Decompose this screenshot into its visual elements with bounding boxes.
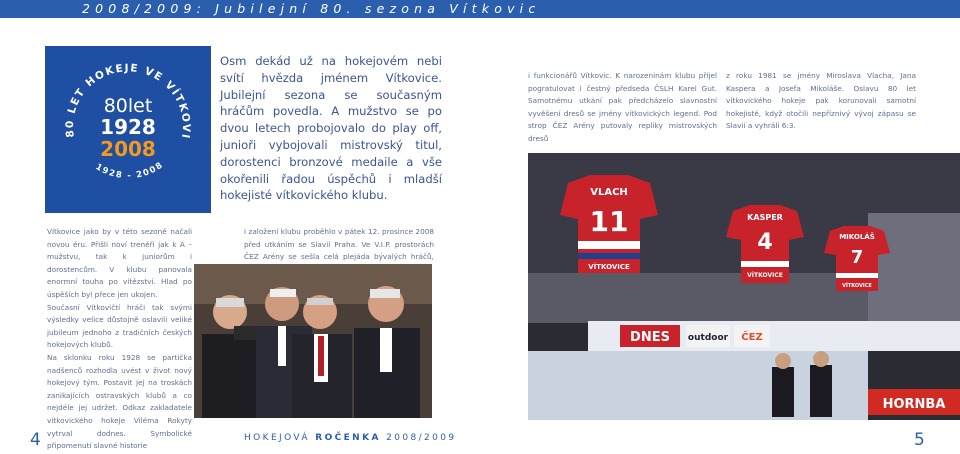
lead-text: Osm dekád už na hokejovém nebi svítí hvězda jménem Vítkovice. Jubilejní sezona se současným hráčům povedla. A mužstvo se po dvou letech probojovalo do play off, junioři vybojovali mistrovský titul, dorostenci bronzové medaile a vše okořenili řadou úspěchů i mladší hokejisté vítkovického klubu.	[220, 54, 442, 203]
jersey-number: 11	[589, 205, 629, 238]
logo-year-1928: 1928	[100, 115, 156, 139]
photo-officials-graphic	[194, 264, 432, 418]
logo-ring-text: 80 LET HOKEJE VE VÍTKOVI	[63, 62, 193, 141]
page-number-left: 4	[30, 430, 41, 450]
jersey-name: VLACH	[590, 187, 628, 198]
jersey-team: VÍTKOVICE	[842, 283, 872, 289]
photo-arena-jerseys	[528, 153, 960, 420]
ad-outdoor: outdoor	[687, 333, 729, 343]
column-paragraph: Na sklonku roku 1928 se partička nadšenců rozhodla uvést v život nový hokejový tým. Postavit jej na troskách zanikajících ostravských klubů a co nejdéle jej udržet. Odkaz zakladatele vítkovického hokeje Viléma Rokyty vytrval dodnes. Symbolické připomenutí slavné historie	[47, 352, 192, 451]
jersey-team: VÍTKOVICE	[747, 272, 783, 279]
photo-arena-graphic	[528, 153, 960, 420]
logo-graphic	[45, 46, 211, 213]
logo-year-2008: 2008	[100, 137, 156, 161]
jersey-team: VÍTKOVICE	[588, 263, 630, 271]
publication-prefix: HOKEJOVÁ	[244, 433, 310, 443]
column-text: i založení klubu proběhlo v pátek 12. prosince 2008 před utkáním se Slavií Praha. Ve V.I.P. prostorách ČEZ Arény se sešla celá plejáda bývalých hráčů,	[244, 227, 434, 262]
ad-hornbach: HORNBA	[882, 397, 946, 412]
ad-cez: ČEZ	[741, 332, 763, 343]
logo-bottom-text: 1928 - 2008	[93, 160, 166, 182]
jersey-number: 4	[757, 230, 773, 255]
page-number-right: 5	[914, 430, 925, 450]
banner-title: 2008/2009: Jubilejní 80. sezona Vítkovic	[82, 1, 541, 16]
column-paragraph: Současní Vítkovičtí hráči tak svými výsledky velice důstojně oslavili veliké jubileum jednoho z tradičních českých hokejových klubů.	[47, 302, 192, 350]
text-column-1	[528, 70, 717, 146]
column-text: z roku 1981 se jmény Miroslava Vlacha, Jana Kaspera a Josefa Mikoláše. Oslavu 80 let vítkovického hokeje pak korunovali samotní hokejisté, když otočili nepříznivý vývoj zápasu se Slavií a vyhráli 6:3.	[726, 71, 916, 131]
svg-text:1928 - 2008	[94, 160, 166, 181]
publication-title	[244, 433, 457, 443]
column-paragraph: Vítkovice jako by v této sezoně načali novou éru. Přišli noví trenéři jak k A – mužstvu, tak k juniorům i dorostencům. V klubu panovala enormní touha po vítězství. Hlad po úspěších byl přece jen ukojen.	[47, 227, 192, 299]
text-column-2	[726, 70, 916, 133]
lead-paragraph	[220, 53, 442, 204]
text-column-3	[47, 226, 192, 453]
publication-bold: ROČENKA	[315, 433, 381, 443]
jersey-name: MIKOLÁŠ	[839, 233, 875, 241]
publication-year: 2008/2009	[386, 433, 457, 443]
jersey-number: 7	[850, 247, 864, 268]
logo-80let: 80let	[103, 95, 153, 117]
anniversary-logo	[45, 46, 211, 213]
photo-officials	[194, 264, 432, 418]
header-banner	[0, 0, 960, 18]
column-text: i funkcionářů Vítkovic. K narozeninám klubu přijel pogratulovat i čestný předseda ČSLH Karel Gut. Samotnému utkání pak předcházelo slavnostní vyvěšení dresů se jmény vítkovických legend. Pod strop ČEZ Arény putovaly repliky mistrovských dresů	[528, 71, 717, 143]
jersey-name: KASPER	[747, 213, 783, 222]
ad-dnes: DNES	[630, 330, 670, 345]
